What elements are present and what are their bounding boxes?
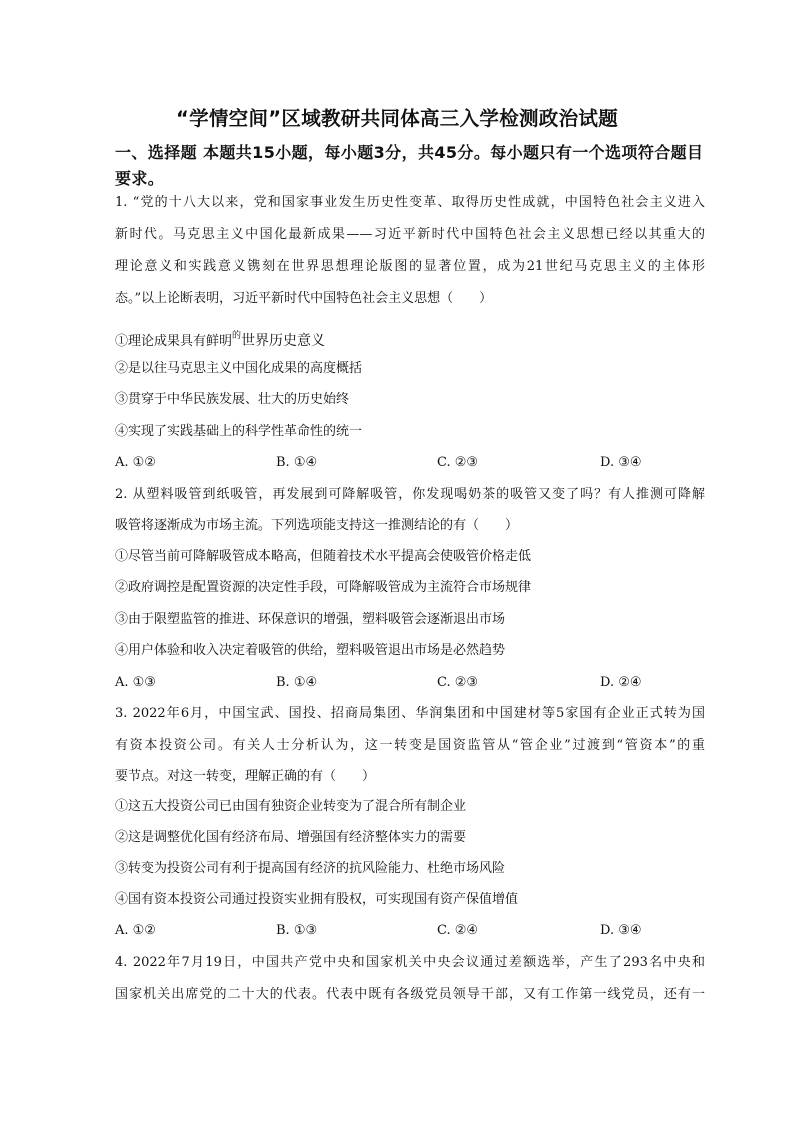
q2-options: [115, 673, 705, 693]
q2-item: ④用户体验和收入决定着吸管的供给，塑料吸管退出市场是必然趋势: [115, 643, 506, 658]
q4-stem-line: 国家机关出席党的二十大的代表。代表中既有各级党员领导干部，又有工作第一线党员，还有一: [115, 987, 705, 1002]
q3-item: ②这是调整优化国有经济布局、增强国有经济整体实力的需要: [115, 830, 467, 845]
q2-stem-line: 吸管将逐渐成为市场主流。下列选项能支持这一推测结论的有（ ）: [115, 518, 519, 533]
q1-options: [115, 453, 705, 473]
q1-option-c: C. ②③: [437, 455, 479, 470]
q2-option-c: C. ②③: [437, 675, 479, 690]
q1-option-b: B. ①④: [276, 455, 318, 470]
q3-stem-line: 3. 2022年6月，中国宝武、国投、招商局集团、华润集团和中国建材等5家国有企业正式转为国: [115, 706, 705, 721]
q1-item: ④实现了实践基础上的科学性革命性的统一: [115, 424, 363, 439]
q2-item: ②政府调控是配置资源的决定性手段，可降解吸管成为主流符合市场规律: [115, 580, 532, 595]
q1-option-d: D. ③④: [600, 455, 642, 470]
q3-item: ①这五大投资公司已由国有独资企业转变为了混合所有制企业: [115, 799, 467, 814]
q3-option-a: A. ①②: [115, 923, 156, 938]
q1-option-a: A. ①②: [115, 455, 156, 470]
q1-item: [115, 326, 705, 352]
q3-options: [115, 921, 705, 941]
q2-option-b: B. ①④: [276, 675, 318, 690]
section-heading: 一、选择题 本题共15小题，每小题3分，共45分。每小题只有一个选项符合题目要求。: [115, 143, 704, 188]
q1-stem-line: 新时代。马克思主义中国化最新成果——习近平新时代中国特色社会主义思想已经以其重大的: [115, 227, 705, 242]
q2-item: ①尽管当前可降解吸管成本略高，但随着技术水平提高会使吸管价格走低: [115, 549, 532, 564]
q3-option-b: B. ①③: [276, 923, 318, 938]
q1-stem-line: 1. “党的十八大以来，党和国家事业发生历史性变革、取得历史性成就，中国特色社会主义进入: [115, 195, 705, 210]
q2-stem-line: 2. 从塑料吸管到纸吸管，再发展到可降解吸管，你发现喝奶茶的吸管又变了吗？有人推测可降解: [115, 487, 705, 502]
q1-stem-line: 理论意义和实践意义镌刻在世界思想理论版图的显著位置，成为21世纪马克思主义的主体形: [115, 259, 705, 274]
q2-option-d: D. ②④: [600, 675, 642, 690]
q3-stem-line: 有资本投资公司。有关人士分析认为，这一转变是国资监管从“管企业”过渡到“管资本”的重: [115, 738, 705, 753]
q2-option-a: A. ①③: [115, 675, 156, 690]
exam-title: “学情空间”区域教研共同体高三入学检测政治试题: [175, 107, 619, 130]
q1-item-superscript: 的: [232, 331, 242, 341]
q3-stem-line: 要节点。对这一转变，理解正确的有（ ）: [115, 769, 376, 784]
q3-option-d: D. ③④: [600, 923, 642, 938]
q1-item-text: ①理论成果具有鲜明: [115, 334, 233, 349]
q3-option-c: C. ②④: [437, 923, 479, 938]
q1-item-text: 世界历史意义: [241, 333, 326, 349]
q4-stem-line: 4. 2022年7月19日，中国共产党中央和国家机关中央会议通过差额选举，产生了293名中央和: [115, 955, 705, 970]
q2-item: ③由于限塑监管的推进、环保意识的增强，塑料吸管会逐渐退出市场: [115, 612, 506, 627]
q1-stem-line: 态。”以上论断表明，习近平新时代中国特色社会主义思想（ ）: [115, 291, 493, 306]
q1-item: ③贯穿于中华民族发展、壮大的历史始终: [115, 392, 350, 407]
q1-item: ②是以往马克思主义中国化成果的高度概括: [115, 361, 363, 376]
q3-item: ③转变为投资公司有利于提高国有经济的抗风险能力、杜绝市场风险: [115, 861, 506, 876]
q3-item: ④国有资本投资公司通过投资实业拥有股权，可实现国有资产保值增值: [115, 892, 519, 907]
